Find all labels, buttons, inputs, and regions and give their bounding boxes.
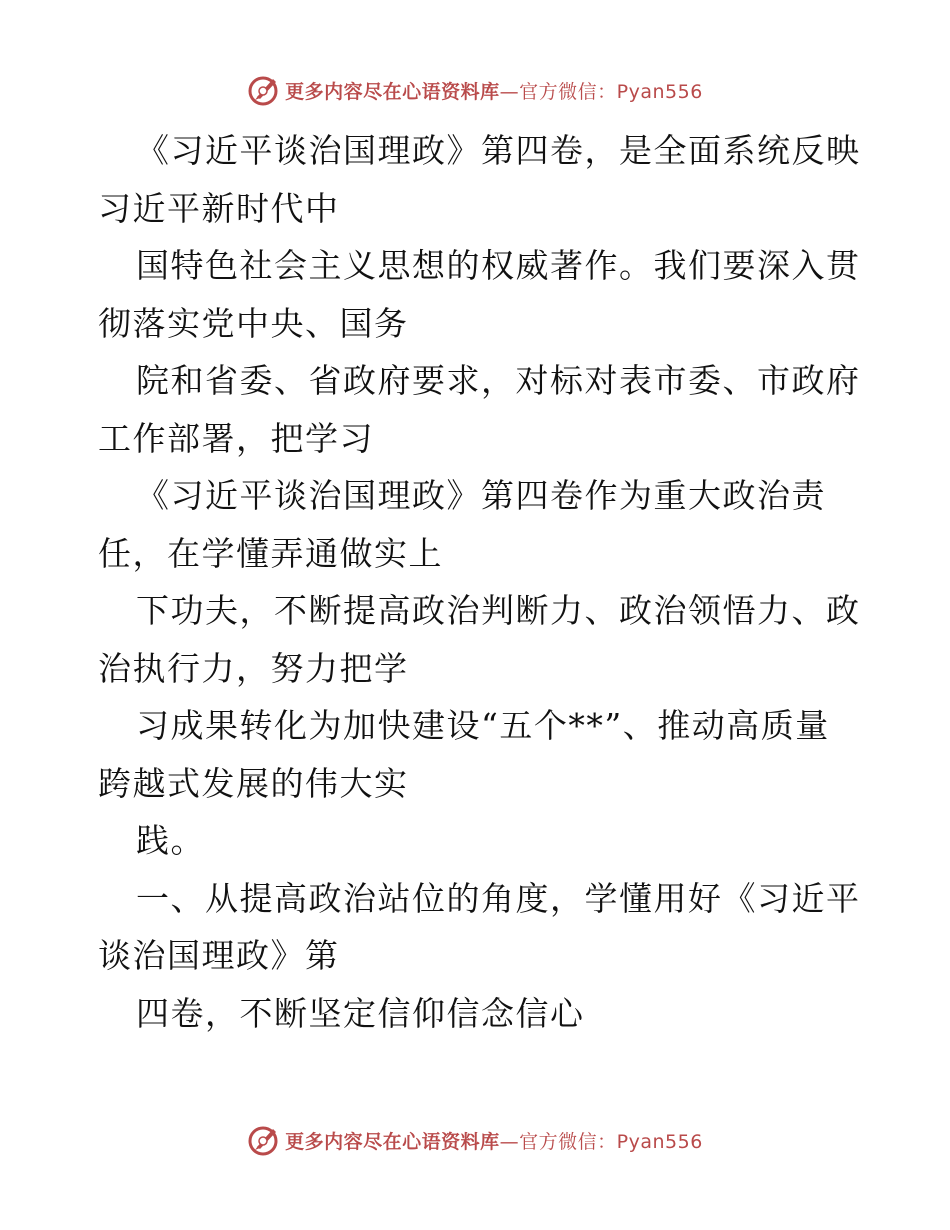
text-line: 跨越式发展的伟大实 [98,763,409,803]
quill-pen-seal-icon [247,73,281,107]
watermark-separator: — [499,1130,520,1153]
text-line: 践。 [136,821,205,860]
quill-pen-seal-icon [247,1123,281,1157]
section-heading-line: 一、从提高政治站位的角度，学懂用好《习近平 [136,878,861,918]
watermark-text [285,1127,703,1154]
header-watermark [0,70,950,110]
text-line: 下功夫，不断提高政治判断力、政治领悟力、政 [136,591,861,630]
text-line: 《习近平谈治国理政》第四卷作为重大政治责 [136,476,826,515]
section-heading-line: 四卷，不断坚定信仰信念信心 [136,993,585,1033]
watermark-main: 更多内容尽在心语资料库 [285,80,500,103]
document-body [98,122,868,1042]
section-heading-line: 谈治国理政》第 [98,936,340,975]
text-line: 《习近平谈治国理政》第四卷，是全面系统反映 [136,131,861,170]
text-line: 任，在学懂弄通做实上 [98,533,443,573]
watermark-contact: 官方微信：Pyan556 [519,1130,703,1153]
text-line: 国特色社会主义思想的权威著作。我们要深入贯 [136,246,861,285]
watermark-text [285,77,703,104]
text-line: 治执行力，努力把学 [98,648,409,688]
footer-watermark [0,1120,950,1160]
watermark-contact: 官方微信：Pyan556 [519,80,703,103]
text-line: 习成果转化为加快建设“五个**”、推动高质量 [136,706,830,745]
text-line: 习近平新时代中 [98,188,340,228]
text-line: 彻落实党中央、国务 [98,303,409,343]
watermark-main: 更多内容尽在心语资料库 [285,1130,500,1153]
text-line: 院和省委、省政府要求，对标对表市委、市政府 [136,361,861,400]
watermark-separator: — [499,80,520,103]
text-line: 工作部署，把学习 [98,418,374,458]
